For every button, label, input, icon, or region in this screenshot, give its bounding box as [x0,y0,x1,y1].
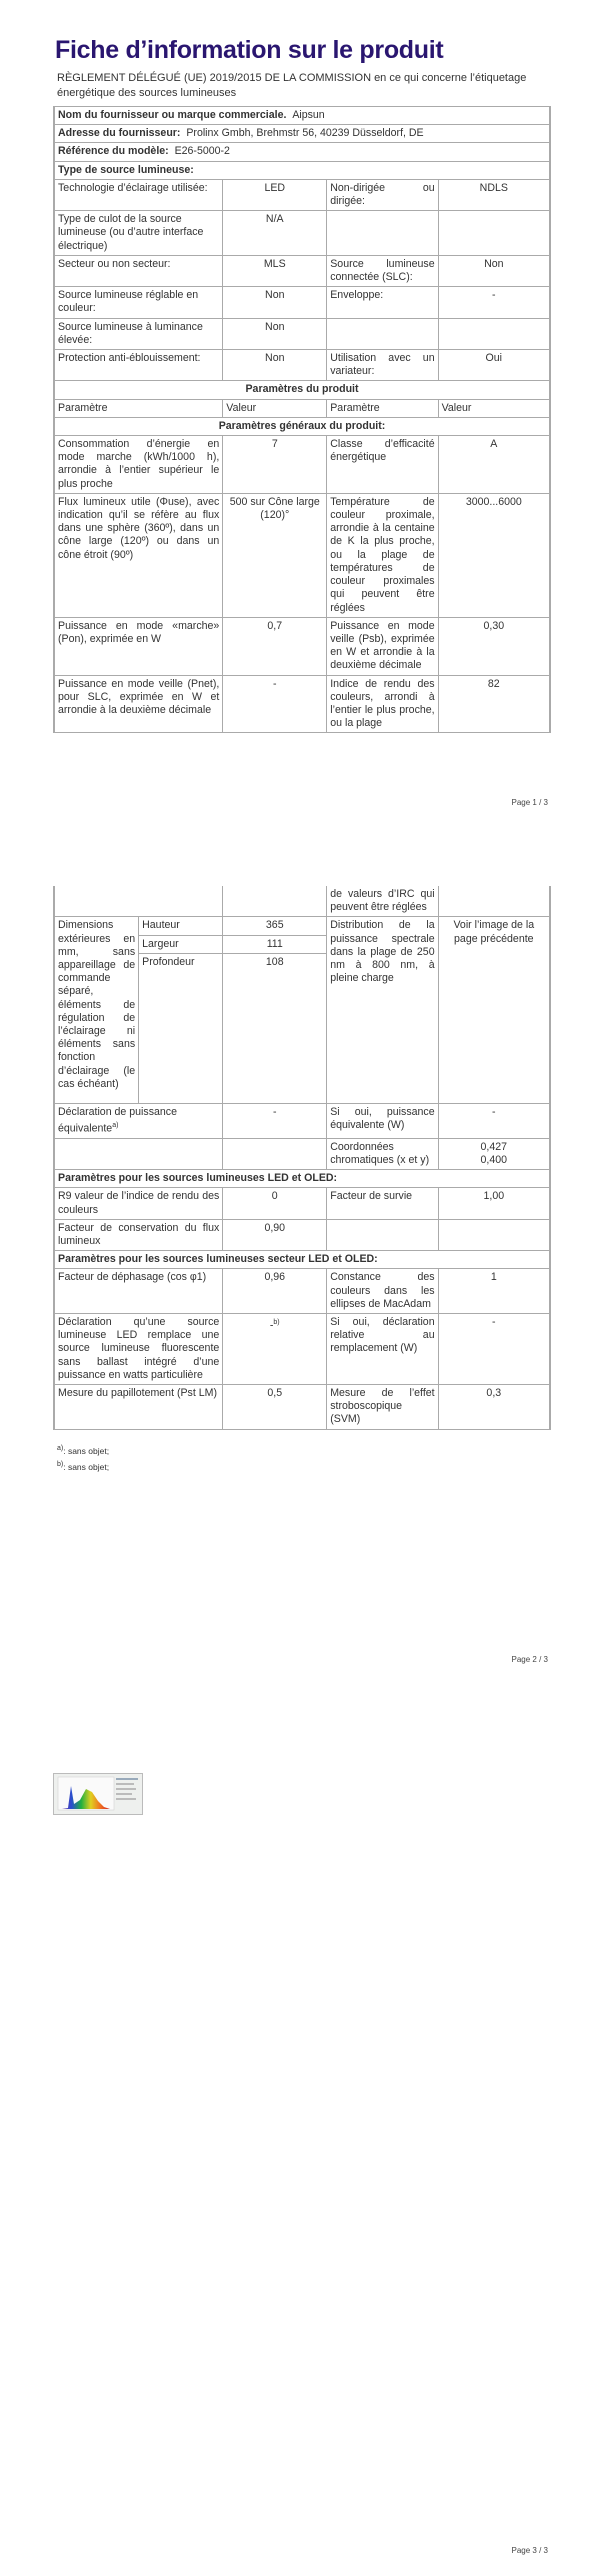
table-row: Facteur de conservation du flux lumineux 0,90 [55,1219,550,1250]
table-row: Source lumineuse réglable en couleur: Non Enveloppe: - [55,287,550,318]
spectral-distribution-image [53,1773,143,1815]
footnotes: $^{a)}$: sans objet; $^{b)}$: sans objet; [57,1445,110,1472]
product-table-part-1 [53,106,551,733]
param-header-row: Paramètre Valeur Paramètre Valeur [55,399,550,417]
address-value: Prolinx Gmbh, Brehmstr 56, 40239 Düsseldorf, DE [186,127,424,140]
table-row: Coordonnées chromatiques (x et y) 0,427 0,400 [55,1138,550,1169]
supplier-row: Nom du fournisseur ou marque commerciale. Aipsun [55,107,550,125]
height-value: 365 [223,917,327,935]
model-value: E26-5000-2 [174,145,230,158]
general-params-title: Paramètres généraux du produit: [55,417,550,435]
height-label: Hauteur [139,917,223,935]
table-row: de valeurs d’IRC qui peuvent être réglées [55,886,550,917]
table-row: Technologie d’éclairage utilisée: LED Non-dirigée ou dirigée: NDLS [55,179,550,210]
page-title: Fiche d’information sur le produit [55,36,444,64]
table-row: Type de culot de la source lumineuse (ou d’autre interface électrique) N/A [55,211,550,256]
params-title: Paramètres du produit [55,381,550,399]
supplier-value: Aipsun [292,109,325,121]
width-label: Largeur [139,935,223,953]
page-number: Page 1 / 3 [511,798,548,807]
page-number: Page 3 / 3 [511,2546,548,2555]
model-row: Référence du modèle: E26-5000-2 [55,143,550,161]
table-row: Consommation d’énergie en mode marche (kWh/1000 h), arrondie à l’entier supérieur le plus proche 7 Classe d’efficacité énergétique A [55,436,550,494]
page-number: Page 2 / 3 [511,1655,548,1664]
table-row: Puissance en mode veille (Pnet), pour SLC, exprimée en W et arrondie à la deuxième décimale - Indice de rendu des couleurs, arrondi à l’entier le plus proche, ou la plage 82 [55,675,550,733]
table-row: Déclaration qu’une source lumineuse LED remplace une source lumineuse fluorescente sans ballast intégré d’une puissance en watts particulière -$^{b)}$ Si oui, déclaration relative au remplacement (W) - [55,1313,550,1384]
led-params-title: Paramètres pour les sources lumineuses LED et OLED: [55,1170,550,1188]
table-row: Secteur ou non secteur: MLS Source lumineuse connectée (SLC): Non [55,255,550,286]
table-row: Déclaration de puissance équivalente$^{a)}$ - Si oui, puissance équivalente (W) - [55,1103,550,1138]
regulation-text: RÈGLEMENT DÉLÉGUÉ (UE) 2019/2015 DE LA COMMISSION en ce qui concerne l’étiquetage énergétique des sources lumineuses [57,72,527,99]
table-row: Protection anti-éblouissement: Non Utilisation avec un variateur: Oui [55,350,550,381]
table-row: Facteur de déphasage (cos φ1) 0,96 Constance des couleurs dans les ellipses de MacAdam 1 [55,1269,550,1314]
source-type-row: Type de source lumineuse: [55,161,550,179]
page-3 [0,1760,603,2560]
table-row: Flux lumineux utile (Φuse), avec indication qu’il se réfère au flux dans une sphère (360º), dans un cône large (120º) ou dans un cône étroit (90º) 500 sur Cône large (120)° Température de couleur proximale, arrondie à la centaine de K la plus proche, ou la plage de températures de couleur proximales qui peuvent être réglées 3000...6000 [55,493,550,617]
depth-value: 108 [223,953,327,1103]
depth-label: Profondeur [139,953,223,1103]
table-row: Puissance en mode «marche» (Pon), exprimée en W 0,7 Puissance en mode veille (Psb), exprimée en W et arrondie à la deuxième décimale 0,30 [55,617,550,675]
table-row: Source lumineuse à luminance élevée: Non [55,318,550,349]
table-row: Mesure du papillotement (Pst LM) 0,5 Mesure de l’effet stroboscopique (SVM) 0,3 [55,1385,550,1430]
spectral-label: Distribution de la puissance spectrale dans la plage de 250 nm à 800 nm, à pleine charge [327,917,438,1103]
product-table-part-2 [53,886,551,1430]
spectral-value: Voir l’image de la page précédente [438,917,549,1103]
dimensions-row [55,917,550,935]
mains-params-title: Paramètres pour les sources lumineuses secteur LED et OLED: [55,1251,550,1269]
width-value: 111 [223,935,327,953]
table-row: R9 valeur de l’indice de rendu des couleurs 0 Facteur de survie 1,00 [55,1188,550,1219]
dimensions-label: Dimensions extérieures en mm, sans appareillage de commande séparé, éléments de régulation de l’éclairage ni éléments sans fonction d’éclairage (le cas échéant) [55,917,139,1103]
address-row: Adresse du fournisseur: Prolinx Gmbh, Brehmstr 56, 40239 Düsseldorf, DE [55,125,550,143]
